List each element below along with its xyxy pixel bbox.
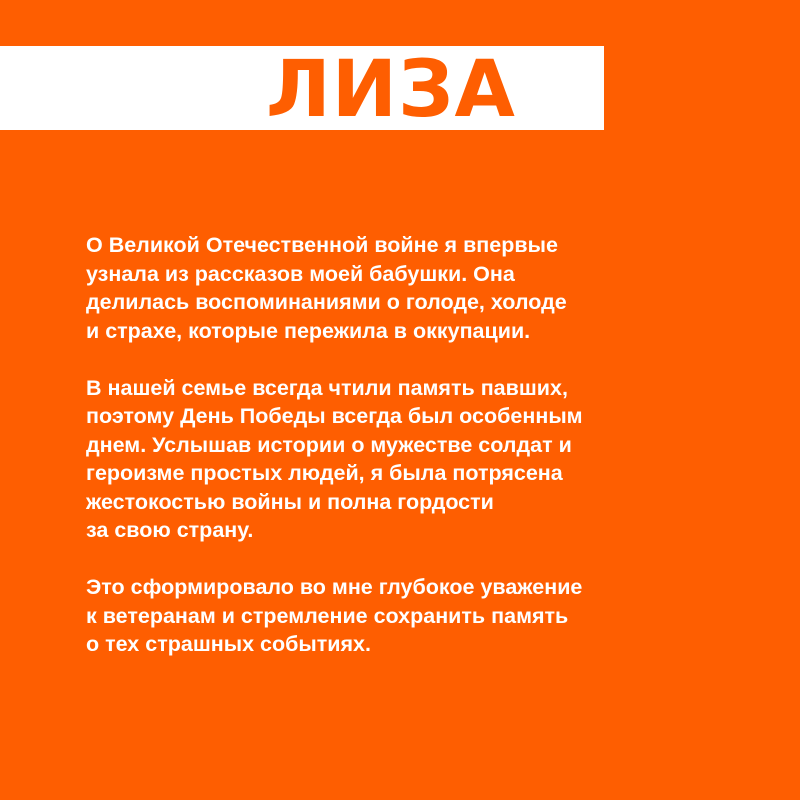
page-title: ЛИЗА: [266, 45, 516, 135]
paragraph-3: [86, 573, 746, 659]
text-line: Это сформировало во мне глубокое уважение: [86, 575, 583, 599]
text-line: к ветеранам и стремление сохранить память: [86, 603, 569, 628]
story-text: [86, 231, 746, 659]
text-line: жестокостью войны и полна гордости: [86, 489, 494, 514]
paragraph-1: [86, 231, 746, 345]
text-line: о тех страшных событиях.: [86, 632, 371, 656]
text-line: О Великой Отечественной войне я впервые: [86, 233, 558, 257]
text-line: героизме простых людей, я была потрясена: [86, 461, 563, 485]
text-line: узнала из рассказов моей бабушки. Она: [86, 261, 515, 286]
text-line: делилась воспоминаниями о голоде, холоде: [86, 290, 567, 314]
text-line: за свою страну.: [86, 518, 254, 542]
text-line: В нашей семье всегда чтили память павших,: [86, 375, 568, 400]
text-line: днем. Услышав истории о мужестве солдат и: [86, 432, 572, 457]
text-line: и страхе, которые пережила в оккупации.: [86, 318, 531, 343]
text-line: поэтому День Победы всегда был особенным: [86, 404, 583, 428]
paragraph-2: [86, 374, 746, 545]
